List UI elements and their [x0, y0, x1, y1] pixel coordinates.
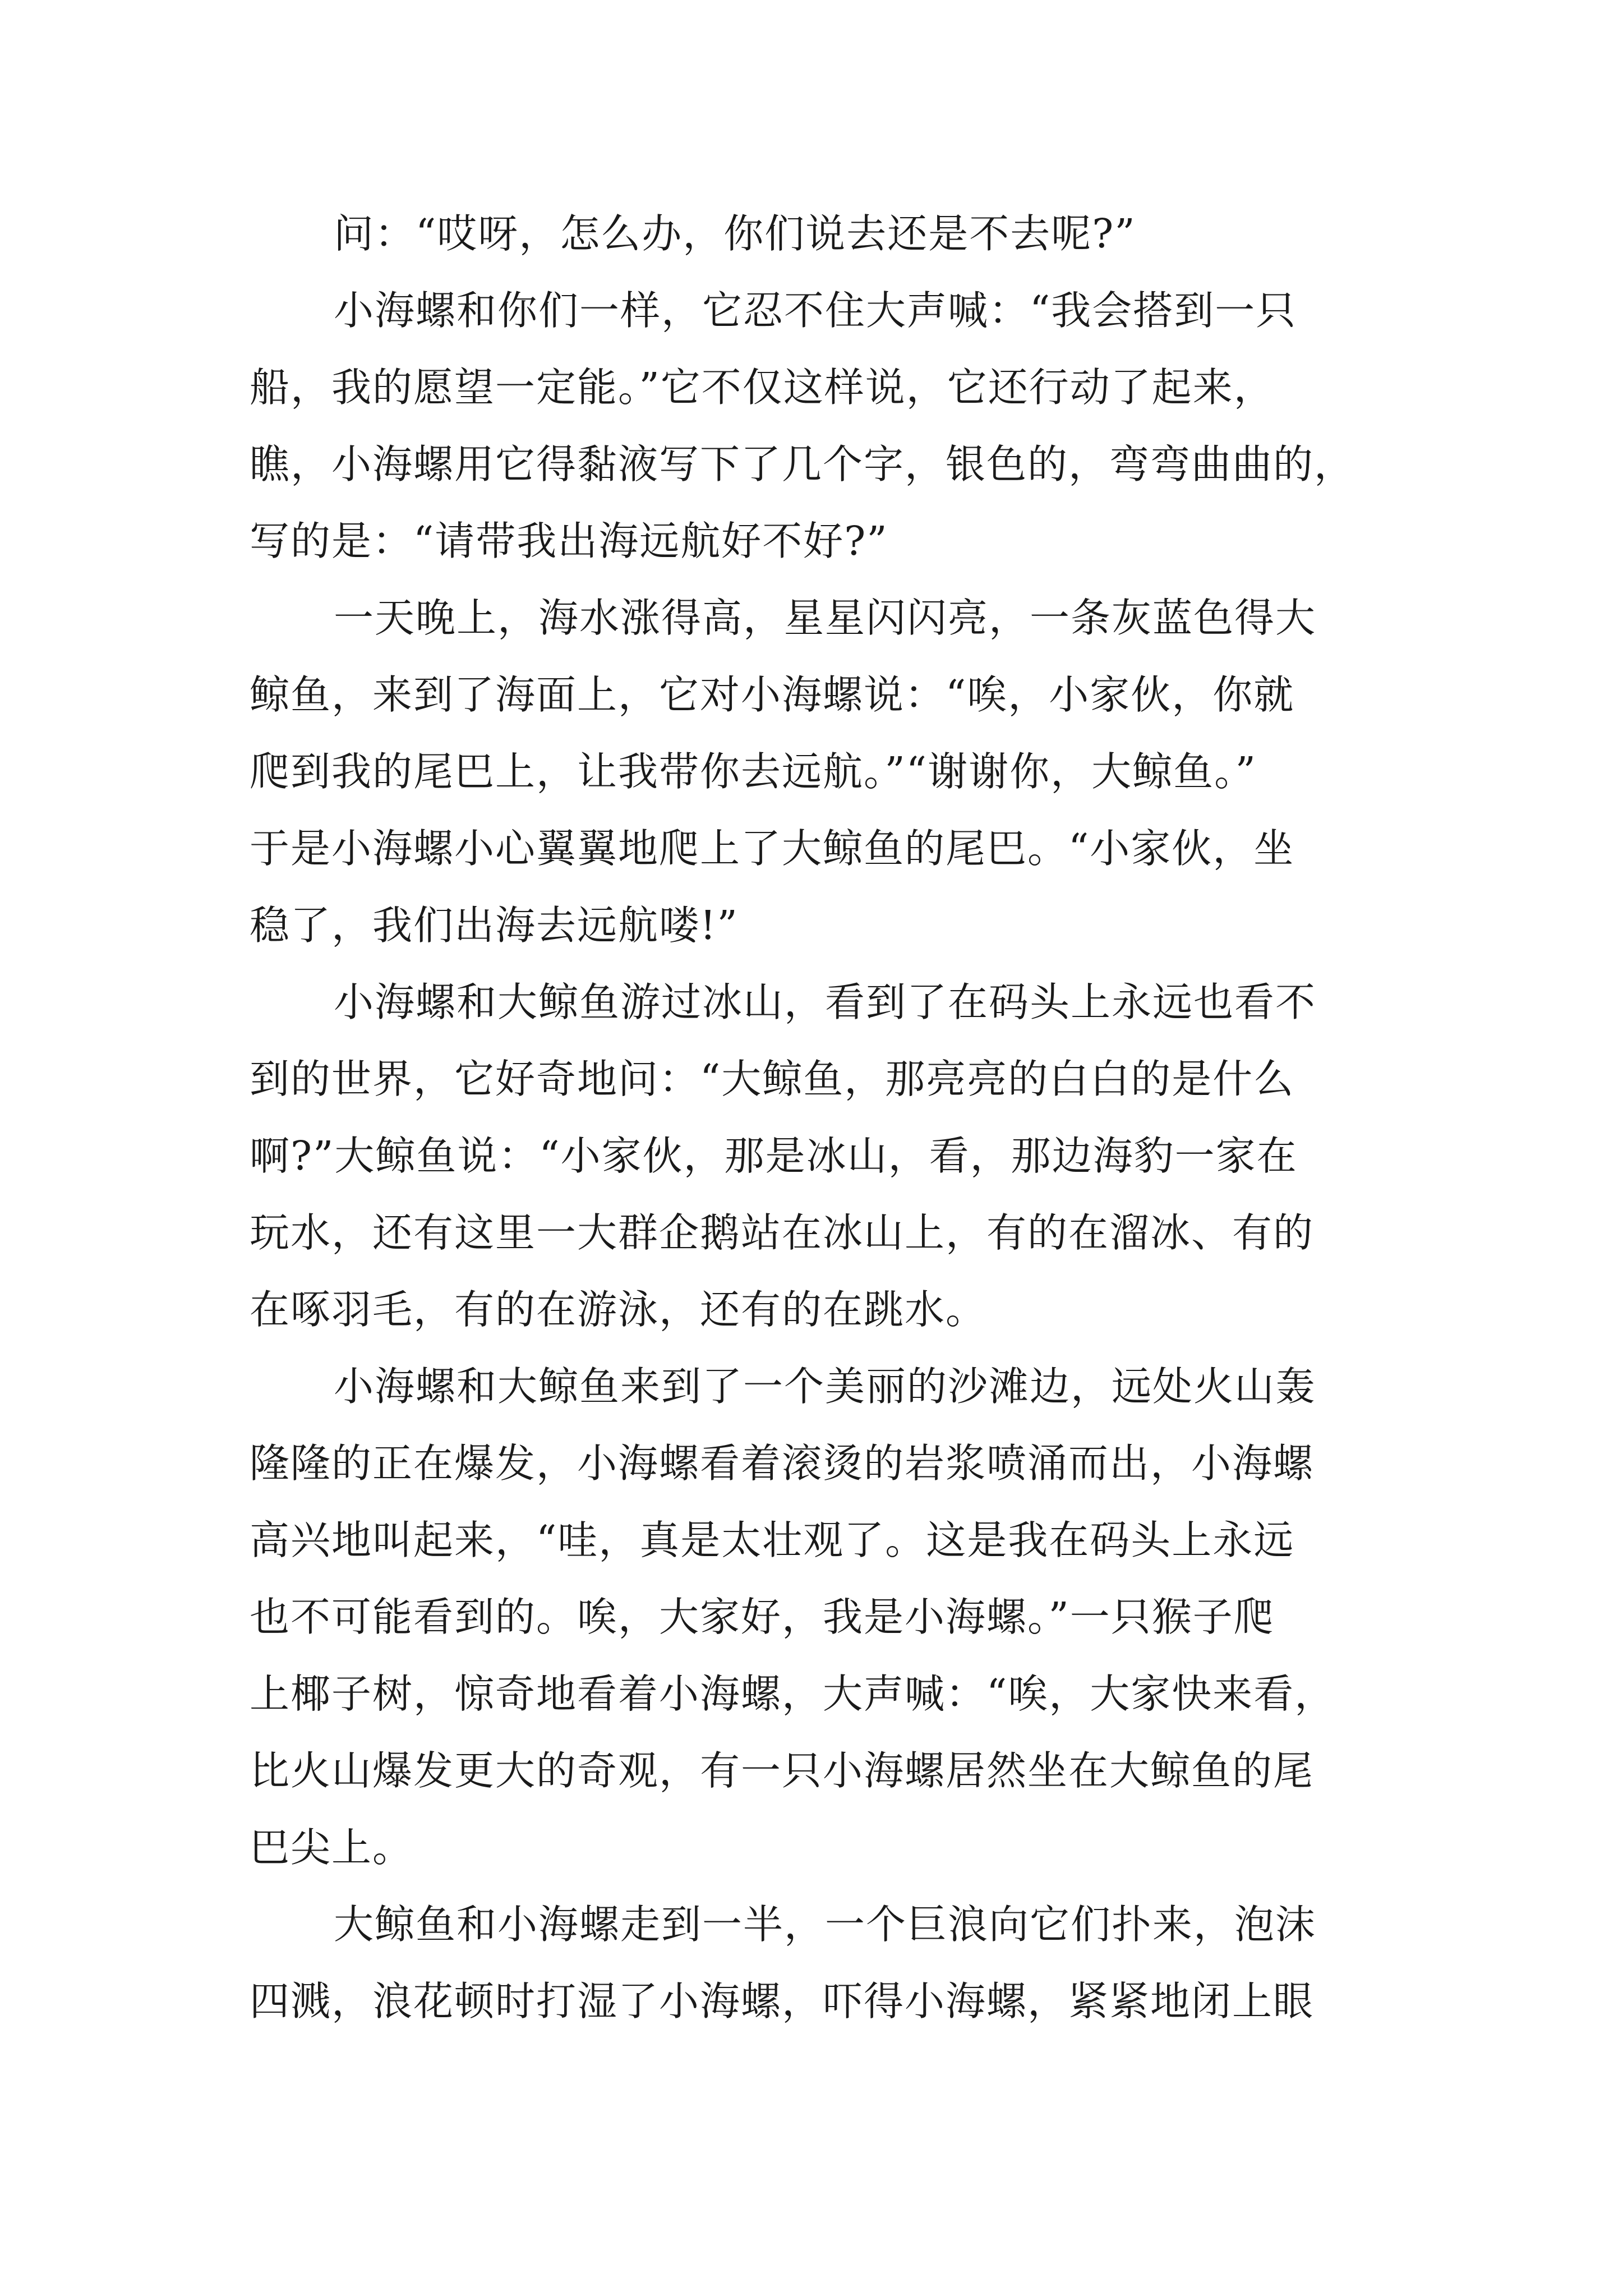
- text-line: 问：“哎呀，怎么办，你们说去还是不去呢?”: [334, 210, 1136, 257]
- text-line: 小海螺和你们一样，它忍不住大声喊：“我会搭到一只: [334, 287, 1297, 334]
- text-line: 高兴地叫起来，“哇，真是太壮观了。这是我在码头上永远: [250, 1517, 1295, 1563]
- text-line: 鲸鱼，来到了海面上，它对小海螺说：“唉，小家伙，你就: [250, 671, 1295, 718]
- text-line: 比火山爆发更大的奇观，有一只小海螺居然坐在大鲸鱼的尾: [250, 1747, 1315, 1794]
- text-line: 上椰子树，惊奇地看着小海螺，大声喊：“唉，大家快来看，: [250, 1671, 1336, 1717]
- text-line: 也不可能看到的。唉，大家好，我是小海螺。”一只猴子爬: [250, 1594, 1275, 1640]
- text-line: 隆隆的正在爆发，小海螺看着滚烫的岩浆喷涌而出，小海螺: [250, 1440, 1315, 1487]
- text-line: 爬到我的尾巴上，让我带你去远航。”“谢谢你，大鲸鱼。”: [250, 748, 1257, 795]
- text-line: 玩水，还有这里一大群企鹅站在冰山上，有的在溜冰、有的: [250, 1209, 1315, 1256]
- text-line: 船，我的愿望一定能。”它不仅这样说，它还行动了起来，: [250, 364, 1275, 411]
- text-line: 小海螺和大鲸鱼来到了一个美丽的沙滩边，远处火山轰: [334, 1363, 1317, 1410]
- story-text: [250, 195, 1374, 2040]
- text-line: 小海螺和大鲸鱼游过冰山，看到了在码头上永远也看不: [334, 979, 1317, 1025]
- text-line: 写的是：“请带我出海远航好不好?”: [250, 518, 888, 564]
- text-line: 到的世界，它好奇地问：“大鲸鱼，那亮亮的白白的是什么: [250, 1056, 1295, 1102]
- text-line: 巴尖上。: [250, 1824, 414, 1871]
- text-line: 一天晚上，海水涨得高，星星闪闪亮，一条灰蓝色得大: [334, 595, 1317, 641]
- text-line: 瞧，小海螺用它得黏液写下了几个字，银色的，弯弯曲曲的，: [250, 441, 1355, 487]
- text-line: 啊?”大鲸鱼说：“小家伙，那是冰山，看，那边海豹一家在: [250, 1133, 1298, 1179]
- text-line: 在啄羽毛，有的在游泳，还有的在跳水。: [250, 1286, 987, 1333]
- text-line: 四溅，浪花顿时打湿了小海螺，吓得小海螺，紧紧地闭上眼: [250, 1978, 1315, 2024]
- text-line: 大鲸鱼和小海螺走到一半，一个巨浪向它们扑来，泡沫: [334, 1901, 1317, 1948]
- text-line: 稳了，我们出海去远航喽!”: [250, 902, 739, 949]
- text-line: 于是小海螺小心翼翼地爬上了大鲸鱼的尾巴。“小家伙，坐: [250, 825, 1295, 872]
